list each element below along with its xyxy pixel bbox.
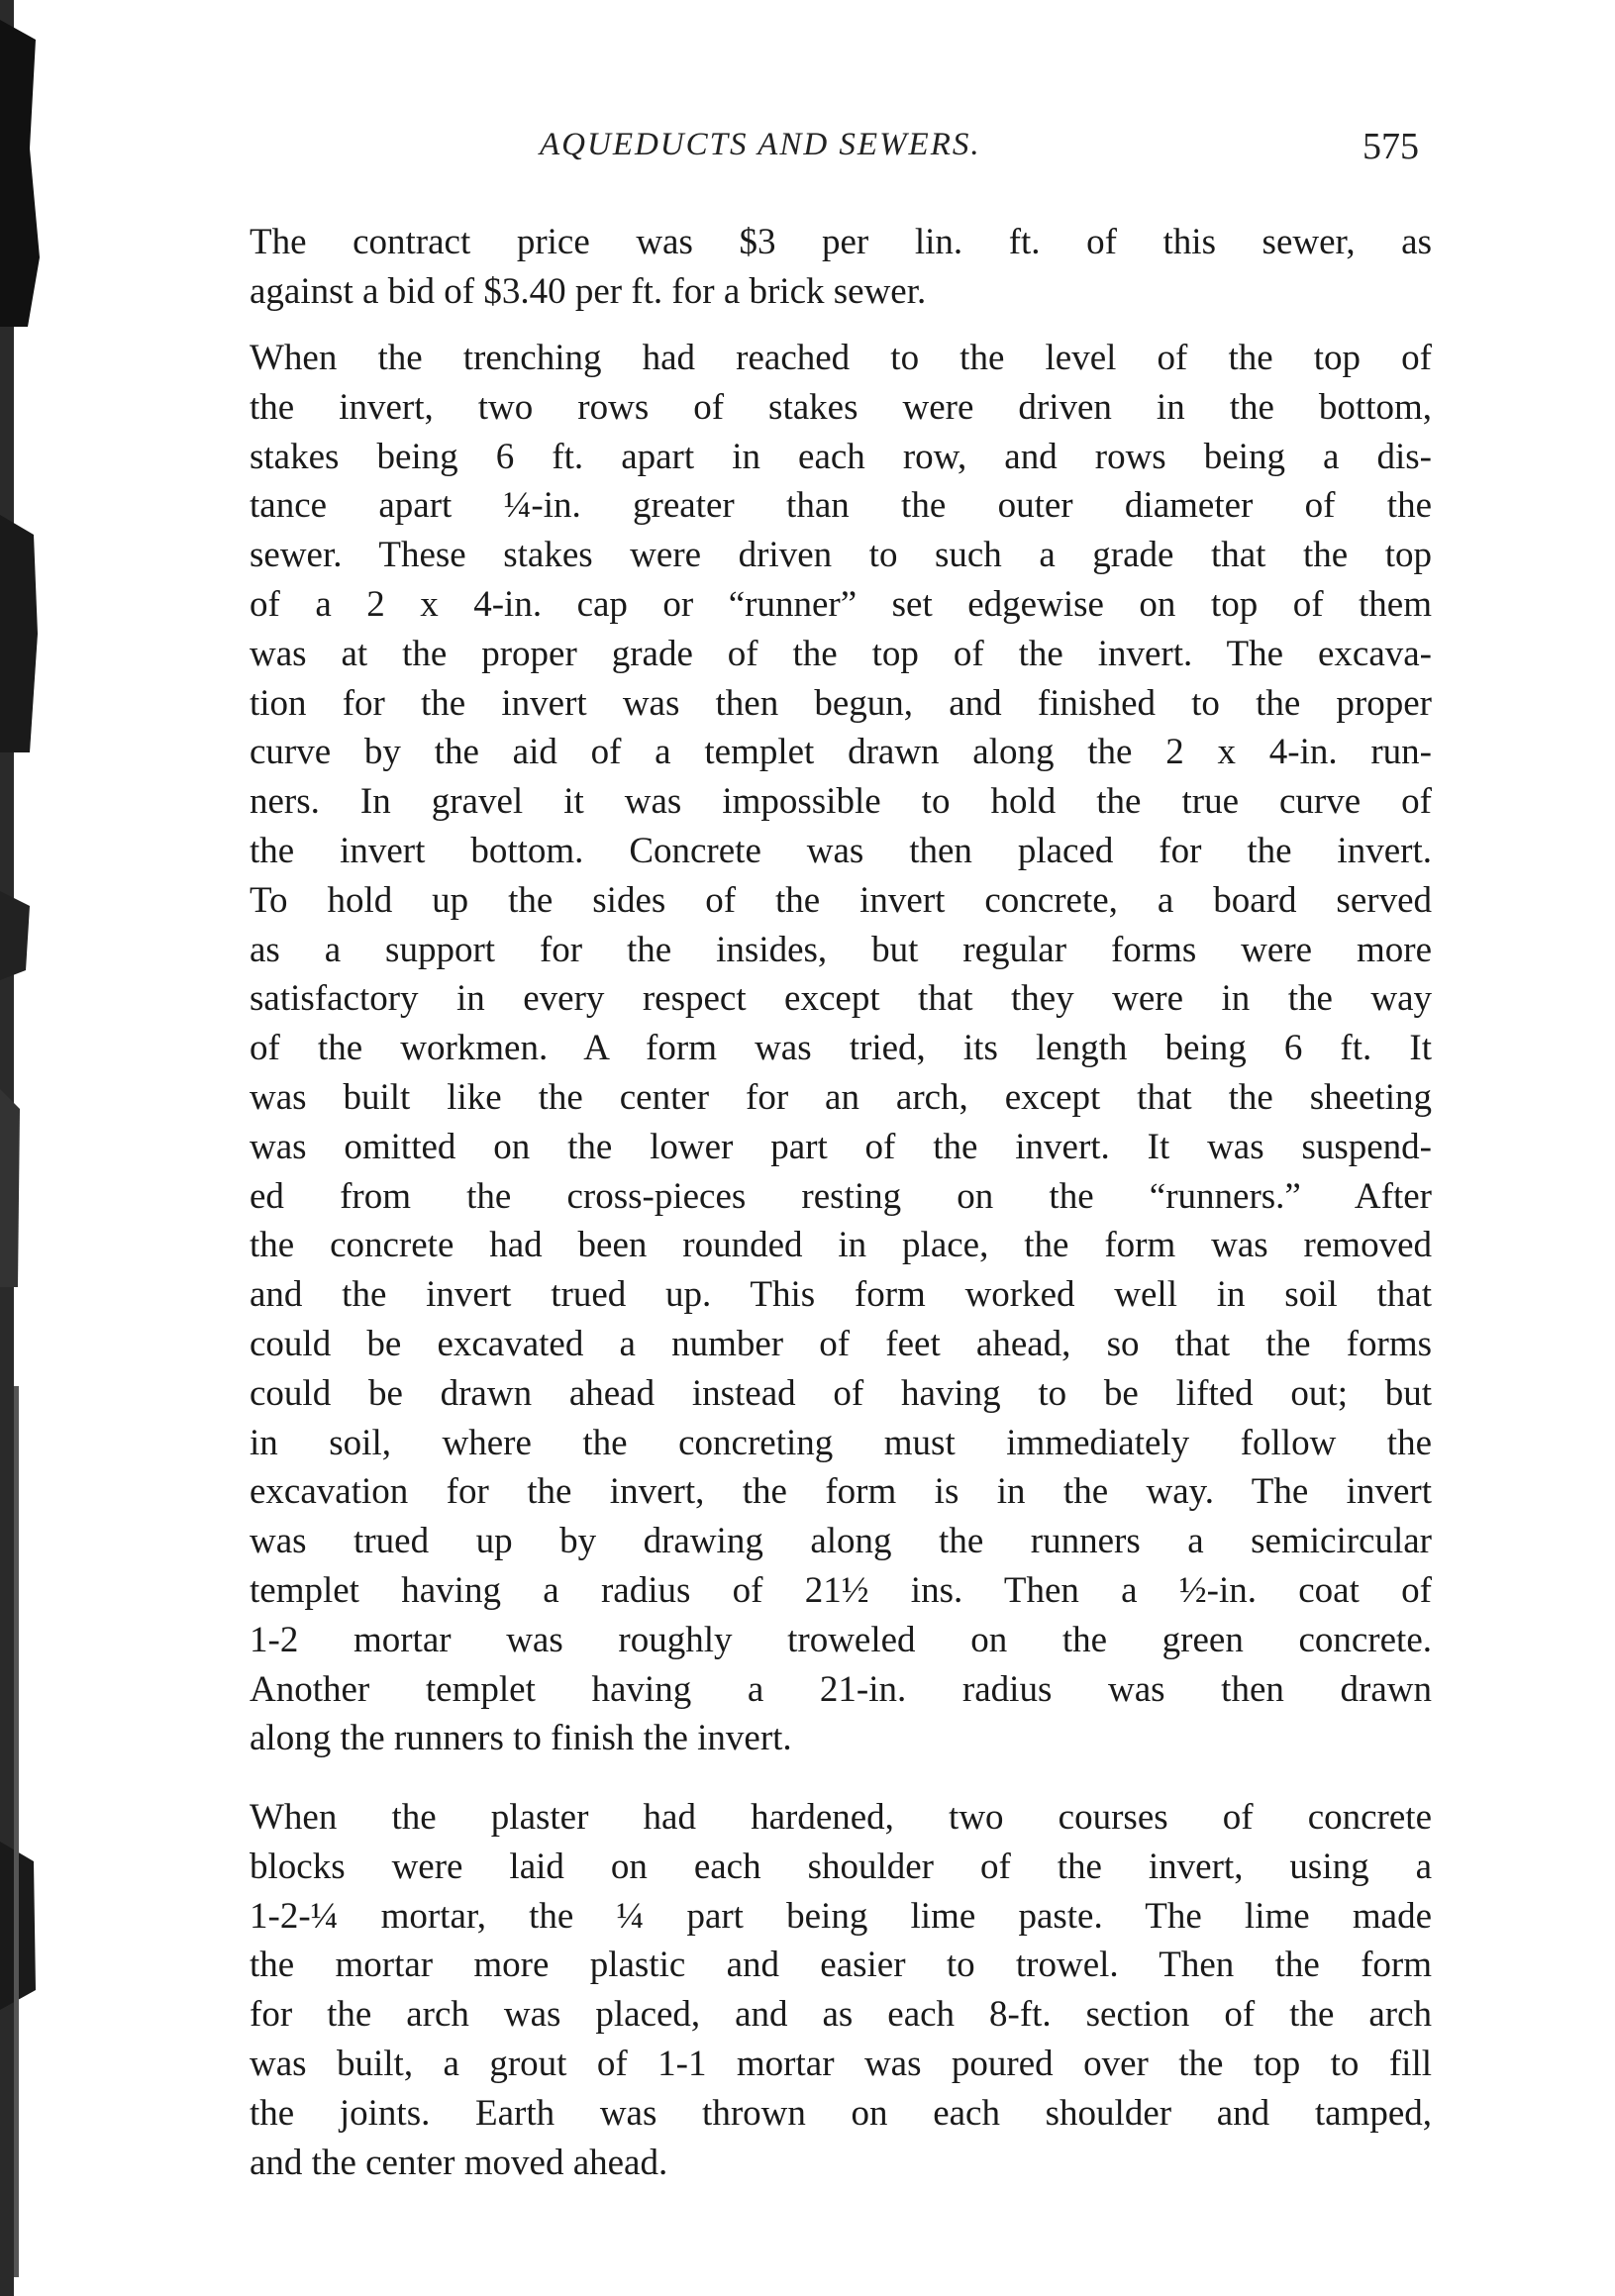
- text-line: in soil, where the concreting must immediately follow the: [250, 1422, 1432, 1463]
- text-line: When the trenching had reached to the level of the top of: [250, 338, 1432, 378]
- text-line: To hold up the sides of the invert concrete, a board served: [250, 879, 1432, 921]
- text-line: the invert, two rows of stakes were driven in the bottom,: [250, 386, 1432, 428]
- text-line: sewer. These stakes were driven to such a grade that the top: [250, 535, 1432, 576]
- text-line: blocks were laid on each shoulder of the invert, using a: [250, 1846, 1432, 1887]
- paragraph-3: [250, 1793, 1432, 2187]
- text-line: 1-2 mortar was roughly troweled on the green concrete.: [250, 1619, 1432, 1660]
- text-line: for the arch was placed, and as each 8-ft. section of the arch: [250, 1994, 1432, 2036]
- text-line: and the center moved ahead.: [250, 2142, 668, 2183]
- text-line: stakes being 6 ft. apart in each row, and rows being a dis-: [250, 436, 1432, 477]
- text-line: The contract price was $3 per lin. ft. of this sewer, as: [250, 222, 1432, 262]
- text-line: ed from the cross-pieces resting on the “runners.” After: [250, 1175, 1432, 1217]
- running-header: AQUEDUCTS AND SEWERS.: [540, 127, 981, 162]
- text-line: Another templet having a 21-in. radius was then drawn: [250, 1668, 1432, 1710]
- text-line: 1-2-¼ mortar, the ¼ part being lime paste. The lime made: [250, 1895, 1432, 1937]
- text-line: could be excavated a number of feet ahead, so that the forms: [250, 1323, 1432, 1364]
- text-line: as a support for the insides, but regular forms were more: [250, 929, 1432, 970]
- text-line: the mortar more plastic and easier to trowel. Then the form: [250, 1945, 1432, 1986]
- text-line: was at the proper grade of the top of the invert. The excava-: [250, 633, 1432, 674]
- text-line: the joints. Earth was thrown on each shoulder and tamped,: [250, 2092, 1432, 2134]
- text-line: of the workmen. A form was tried, its length being 6 ft. It: [250, 1028, 1432, 1069]
- paragraph-2: [250, 334, 1432, 1763]
- text-line: ners. In gravel it was impossible to hold the true curve of: [250, 781, 1432, 823]
- scan-binding-shadow: [0, 0, 40, 2296]
- text-line: satisfactory in every respect except that they were in the way: [250, 978, 1432, 1020]
- text-line: was omitted on the lower part of the invert. It was suspend-: [250, 1126, 1432, 1167]
- text-line: against a bid of $3.40 per ft. for a brick sewer.: [250, 270, 927, 312]
- text-line: could be drawn ahead instead of having to be lifted out; but: [250, 1372, 1432, 1414]
- text-line: the concrete had been rounded in place, the form was removed: [250, 1225, 1432, 1266]
- text-line: of a 2 x 4-in. cap or “runner” set edgewise on top of them: [250, 583, 1432, 625]
- text-line: When the plaster had hardened, two courses of concrete: [250, 1797, 1432, 1838]
- text-line: was built, a grout of 1-1 mortar was poured over the top to fill: [250, 2043, 1432, 2084]
- text-line: the invert bottom. Concrete was then placed for the invert.: [250, 830, 1432, 871]
- text-line: tance apart ¼-in. greater than the outer diameter of the: [250, 485, 1432, 527]
- text-line: was built like the center for an arch, except that the sheeting: [250, 1076, 1432, 1118]
- text-line: templet having a radius of 21½ ins. Then a ½-in. coat of: [250, 1569, 1432, 1611]
- text-line: excavation for the invert, the form is in the way. The invert: [250, 1471, 1432, 1513]
- text-line: curve by the aid of a templet drawn along the 2 x 4-in. run-: [250, 732, 1432, 773]
- paragraph-1: [250, 218, 1432, 317]
- page-number: 575: [1363, 126, 1419, 167]
- text-line: tion for the invert was then begun, and finished to the proper: [250, 682, 1432, 724]
- text-line: was trued up by drawing along the runners a semicircular: [250, 1521, 1432, 1562]
- text-line: along the runners to finish the invert.: [250, 1718, 792, 1759]
- text-line: and the invert trued up. This form worked well in soil that: [250, 1274, 1432, 1316]
